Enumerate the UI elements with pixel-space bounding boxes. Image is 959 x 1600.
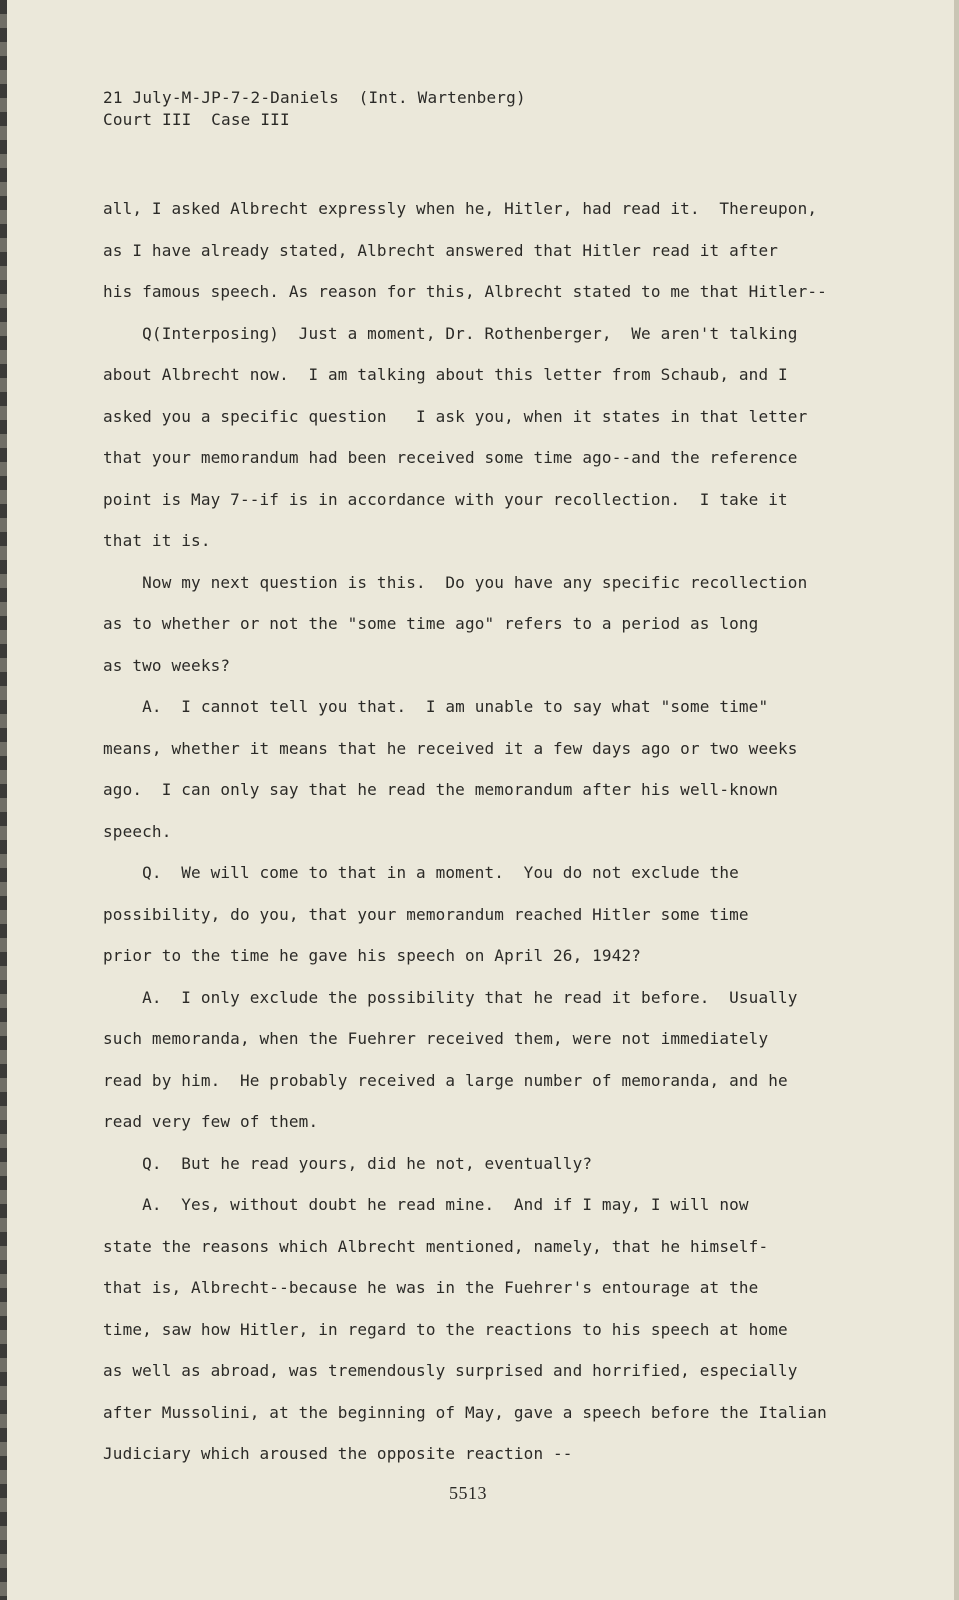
transcript-line: such memoranda, when the Fuehrer received them, were not immediately bbox=[103, 1029, 769, 1048]
transcript-line: about Albrecht now. I am talking about this letter from Schaub, and I bbox=[103, 365, 788, 384]
transcript-line: read very few of them. bbox=[103, 1112, 319, 1131]
transcript-line: state the reasons which Albrecht mentioned, namely, that he himself- bbox=[103, 1236, 769, 1256]
transcript-line: Q. We will come to that in a moment. You do not exclude the bbox=[103, 863, 739, 882]
page-edge bbox=[954, 0, 959, 1600]
transcript-line: A. I only exclude the possibility that he read it before. Usually bbox=[103, 987, 798, 1007]
transcript-line: his famous speech. As reason for this, Albrecht stated to me that Hitler-- bbox=[103, 282, 827, 301]
transcript-line: that is, Albrecht--because he was in the Fuehrer's entourage at the bbox=[103, 1278, 759, 1297]
header-reference-line: 21 July-M-JP-7-2-Daniels (Int. Wartenberg) bbox=[103, 88, 526, 107]
header-court-line: Court III Case III bbox=[103, 110, 290, 129]
transcript-line: A. Yes, without doubt he read mine. And if I may, I will now bbox=[103, 1195, 749, 1214]
transcript-body bbox=[103, 188, 863, 1475]
transcript-line: possibility, do you, that your memorandum reached Hitler some time bbox=[103, 904, 749, 924]
transcript-line: point is May 7--if is in accordance with your recollection. I take it bbox=[103, 489, 788, 509]
binding-edge bbox=[0, 0, 7, 1600]
transcript-line: that your memorandum had been received some time ago--and the reference bbox=[103, 448, 798, 467]
document-header bbox=[103, 87, 526, 131]
transcript-line: all, I asked Albrecht expressly when he, Hitler, had read it. Thereupon, bbox=[103, 199, 818, 218]
transcript-line: asked you a specific question I ask you, when it states in that letter bbox=[103, 406, 808, 426]
transcript-line: Q(Interposing) Just a moment, Dr. Rothenberger, We aren't talking bbox=[103, 323, 798, 343]
transcript-line: Judiciary which aroused the opposite reaction -- bbox=[103, 1444, 573, 1463]
transcript-line: time, saw how Hitler, in regard to the reactions to his speech at home bbox=[103, 1319, 788, 1339]
transcript-line: as well as abroad, was tremendously surprised and horrified, especially bbox=[103, 1361, 798, 1380]
transcript-line: Q. But he read yours, did he not, eventually? bbox=[103, 1153, 593, 1173]
transcript-line: after Mussolini, at the beginning of May, gave a speech before the Italian bbox=[103, 1402, 827, 1422]
transcript-line: that it is. bbox=[103, 531, 211, 550]
transcript-line: means, whether it means that he received it a few days ago or two weeks bbox=[103, 738, 798, 758]
transcript-line: ago. I can only say that he read the memorandum after his well-known bbox=[103, 780, 779, 799]
transcript-line: A. I cannot tell you that. I am unable to say what "some time" bbox=[103, 697, 769, 716]
transcript-line: prior to the time he gave his speech on April 26, 1942? bbox=[103, 946, 642, 965]
transcript-line: as two weeks? bbox=[103, 655, 231, 675]
transcript-line: speech. bbox=[103, 821, 172, 841]
transcript-line: as to whether or not the "some time ago" refers to a period as long bbox=[103, 614, 759, 633]
transcript-line: Now my next question is this. Do you have any specific recollection bbox=[103, 572, 808, 592]
transcript-line: read by him. He probably received a large number of memoranda, and he bbox=[103, 1070, 788, 1090]
transcript-line: as I have already stated, Albrecht answered that Hitler read it after bbox=[103, 240, 779, 260]
page-number: 5513 bbox=[449, 1483, 487, 1503]
